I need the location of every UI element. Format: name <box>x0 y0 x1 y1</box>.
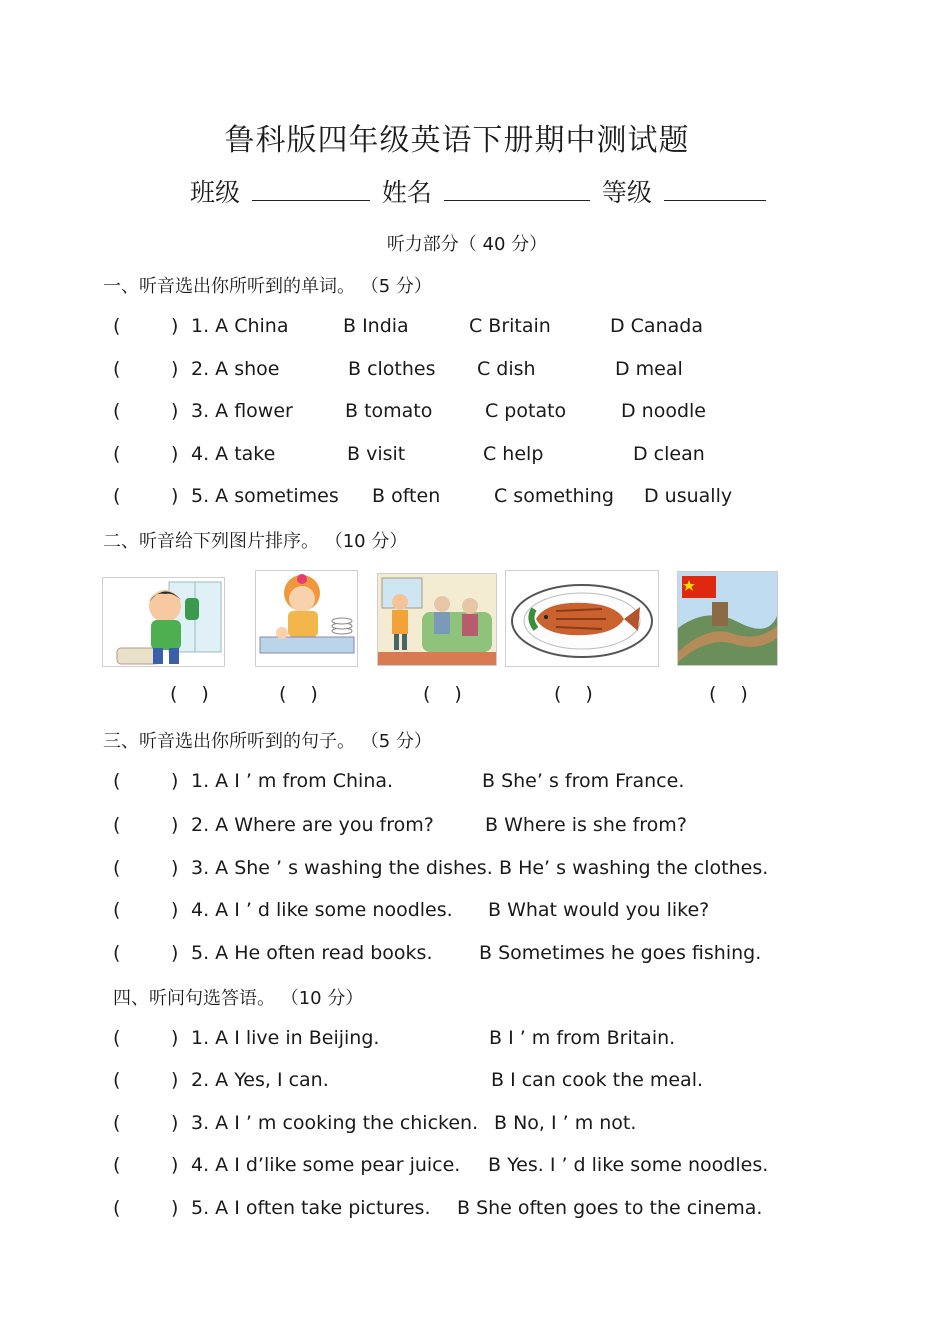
answer-paren-close: ) <box>171 1069 179 1091</box>
option-a: 4. A take <box>191 443 276 465</box>
option-c: C potato <box>485 400 567 422</box>
answer-paren-close: ) <box>171 315 179 337</box>
answer-paren-close: ) <box>171 1154 179 1176</box>
option-a: 4. A I ’ d like some noodles. <box>191 899 453 921</box>
answer-paren-close: ) <box>171 814 179 836</box>
picture-boy-cleaning-window <box>102 577 225 667</box>
option-b: B often <box>372 485 441 507</box>
section-3-heading: 三、听音选出你所听到的句子。 （5 分） <box>103 731 432 752</box>
picture-fish-dish <box>505 570 659 667</box>
section-2-heading: 二、听音给下列图片排序。 （10 分） <box>103 531 408 552</box>
picture-answer-3[interactable]: ( ) <box>423 683 462 705</box>
answer-paren-open[interactable]: ( <box>113 1027 121 1049</box>
answer-paren-open[interactable]: ( <box>113 770 121 792</box>
option-a: 1. A I ’ m from China. <box>191 770 394 792</box>
option-a: 1. A I live in Beijing. <box>191 1027 380 1049</box>
answer-paren-open[interactable]: ( <box>113 814 121 836</box>
option-a: 2. A Where are you from? <box>191 814 434 836</box>
option-b: B I can cook the meal. <box>491 1069 704 1091</box>
section-4-heading: 四、听问句选答语。 （10 分） <box>113 988 364 1009</box>
option-b: B She’ s from France. <box>482 770 685 792</box>
answer-paren-close: ) <box>171 1197 179 1219</box>
option-a: 2. A Yes, I can. <box>191 1069 329 1091</box>
class-label: 班级 <box>190 178 241 207</box>
picture-answer-2[interactable]: ( ) <box>279 683 318 705</box>
answer-paren-close: ) <box>171 857 179 879</box>
page-title: 鲁科版四年级英语下册期中测试题 <box>224 123 690 158</box>
answer-paren-open[interactable]: ( <box>113 857 121 879</box>
option-a: 5. A I often take pictures. <box>191 1197 431 1219</box>
picture-answer-1[interactable]: ( ) <box>170 683 209 705</box>
listening-header: 听力部分（ 40 分） <box>386 234 548 255</box>
student-info-line <box>190 173 770 209</box>
option-b: B tomato <box>345 400 433 422</box>
picture-answer-5[interactable]: ( ) <box>709 683 748 705</box>
option-d: D usually <box>644 485 733 507</box>
option-b: B No, I ’ m not. <box>494 1112 637 1134</box>
name-blank[interactable] <box>444 176 590 201</box>
option-a: 4. A I d’like some pear juice. <box>191 1154 461 1176</box>
picture-row <box>0 568 950 668</box>
option-b: B Sometimes he goes fishing. <box>479 942 762 964</box>
answer-paren-close: ) <box>171 1112 179 1134</box>
answer-paren-open[interactable]: ( <box>113 1197 121 1219</box>
answer-paren-close: ) <box>171 942 179 964</box>
option-d: D noodle <box>621 400 706 422</box>
picture-great-wall-china-flag <box>677 571 778 666</box>
answer-paren-close: ) <box>171 1027 179 1049</box>
answer-paren-open[interactable]: ( <box>113 485 121 507</box>
option-c: C help <box>483 443 544 465</box>
option-b: B What would you like? <box>488 899 710 921</box>
option-a: 1. A China <box>191 315 289 337</box>
answer-paren-open[interactable]: ( <box>113 899 121 921</box>
option-d: D meal <box>615 358 683 380</box>
answer-paren-open[interactable]: ( <box>113 942 121 964</box>
picture-family-on-sofa <box>377 573 497 666</box>
answer-paren-open[interactable]: ( <box>113 315 121 337</box>
option-a: 5. A sometimes <box>191 485 339 507</box>
answer-paren-close: ) <box>171 899 179 921</box>
option-a: 2. A shoe <box>191 358 280 380</box>
option-b: B She often goes to the cinema. <box>457 1197 763 1219</box>
answer-paren-close: ) <box>171 485 179 507</box>
answer-paren-open[interactable]: ( <box>113 1154 121 1176</box>
option-b: B Yes. I ’ d like some noodles. <box>488 1154 769 1176</box>
picture-girl-washing-dishes <box>255 570 358 667</box>
option-d: D Canada <box>610 315 703 337</box>
answer-paren-open[interactable]: ( <box>113 443 121 465</box>
option-b: B Where is she from? <box>485 814 687 836</box>
answer-paren-open[interactable]: ( <box>113 1069 121 1091</box>
option-b: B visit <box>347 443 406 465</box>
answer-paren-open[interactable]: ( <box>113 400 121 422</box>
option-a: 3. A I ’ m cooking the chicken. <box>191 1112 479 1134</box>
option-b: B India <box>343 315 409 337</box>
option-b: B clothes <box>348 358 436 380</box>
answer-paren-open[interactable]: ( <box>113 1112 121 1134</box>
name-label: 姓名 <box>381 178 432 207</box>
option-d: D clean <box>633 443 705 465</box>
answer-paren-close: ) <box>171 358 179 380</box>
option-c: C Britain <box>469 315 551 337</box>
option-a: 3. A flower <box>191 400 293 422</box>
option-b: B I ’ m from Britain. <box>489 1027 676 1049</box>
picture-answer-4[interactable]: ( ) <box>554 683 593 705</box>
answer-paren-open[interactable]: ( <box>113 358 121 380</box>
option-a: 5. A He often read books. <box>191 942 433 964</box>
answer-paren-close: ) <box>171 443 179 465</box>
grade-blank[interactable] <box>664 176 766 201</box>
option-a: 3. A She ’ s washing the dishes. <box>191 857 493 879</box>
option-c: C dish <box>477 358 536 380</box>
option-c: C something <box>494 485 614 507</box>
section-1-heading: 一、听音选出你所听到的单词。 （5 分） <box>103 276 432 297</box>
option-b: B He’ s washing the clothes. <box>499 857 769 879</box>
class-blank[interactable] <box>252 176 370 201</box>
answer-paren-close: ) <box>171 400 179 422</box>
answer-paren-close: ) <box>171 770 179 792</box>
grade-label: 等级 <box>601 178 652 207</box>
